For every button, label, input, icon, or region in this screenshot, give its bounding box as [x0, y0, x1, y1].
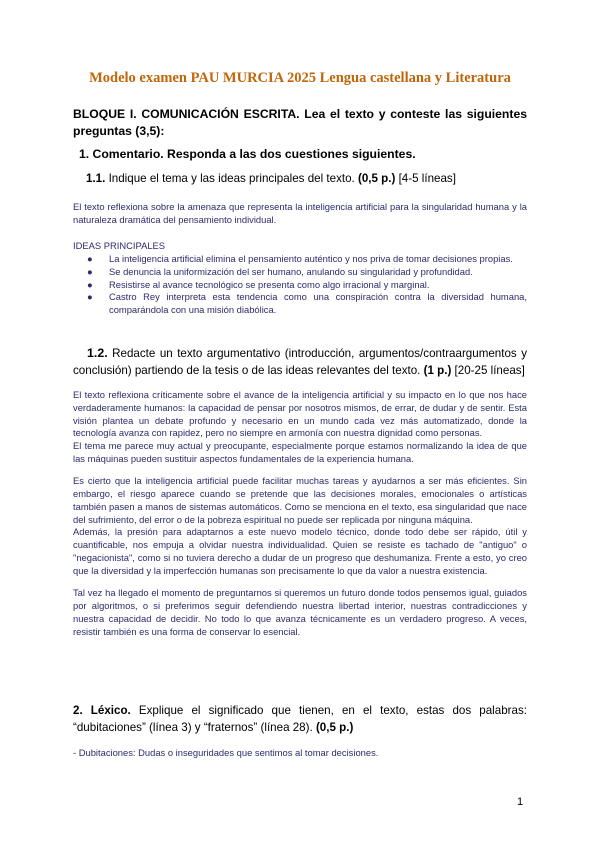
question-points: (0,5 p.)	[357, 172, 396, 185]
question-points: (0,5 p.)	[315, 721, 354, 734]
answer-1-2-argumentative	[73, 389, 527, 648]
bullet-icon: ●	[87, 265, 93, 277]
list-item-text: La inteligencia artificial elimina el pensamiento auténtico y nos priva de tomar decisiones propias.	[109, 253, 513, 264]
list-item	[73, 279, 527, 292]
list-item-text: Se denuncia la uniformización del ser humano, anulando su singularidad y profundidad.	[109, 265, 473, 277]
main-ideas-list	[73, 253, 527, 317]
list-item	[73, 253, 527, 266]
block-heading: BLOQUE I. COMUNICACIÓN ESCRITA. Lea el texto y conteste las siguientes preguntas (3,5):	[73, 107, 527, 138]
answer-2-lexicon: - Dubitaciones: Dudas o inseguridades que sentimos al tomar decisiones.	[73, 747, 379, 758]
document-title: Modelo examen PAU MURCIA 2025 Lengua castellana y Literatura	[89, 70, 511, 86]
question-1-2	[73, 345, 527, 379]
question-text: Indique el tema y las ideas principales del texto.	[105, 172, 358, 185]
list-item-text: Castro Rey interpreta esta tendencia como una conspiración contra la diversidad humana, comparándola con una misión diabólica.	[109, 291, 527, 316]
bullet-icon: ●	[87, 291, 93, 303]
question-2	[73, 702, 527, 736]
question-number: 2. Léxico.	[73, 704, 131, 717]
page-number: 1	[517, 796, 524, 808]
bullet-icon: ●	[87, 278, 93, 290]
paragraph: Tal vez ha llegado el momento de preguntarnos si queremos un futuro donde todos pensemos igual, guiados por algoritmos, o si preferimos seguir defendiendo nuestra libertad interior, nuestras contradicciones y nuestra capacidad de decidir. No todo lo que avanza técnicamente es un verdadero progreso. A veces, resistir también es una forma de conservar lo esencial.	[73, 587, 527, 637]
question-1-heading: 1. Comentario. Responda a las dos cuestiones siguientes.	[79, 147, 416, 161]
question-number: 1.2.	[87, 346, 108, 360]
list-item	[73, 291, 527, 317]
list-item	[73, 266, 527, 279]
paragraph: El texto reflexiona críticamente sobre el avance de la inteligencia artificial y su impacto en lo que nos hace verdaderamente humanos: la capacidad de pensar por nosotros mismos, de errar, de dudar y de sentir. Esta visión plantea un debate profundo y necesario en un mundo cada vez más automatizado, donde la tecnología avanza con rapidez, pero no siempre en armonía con nuestra dignidad como personas.	[73, 389, 527, 439]
question-points: (1 p.)	[423, 364, 452, 377]
question-1-1	[86, 172, 456, 185]
paragraph: Además, la presión para adaptarnos a este nuevo modelo técnico, donde todo debe ser rápido, útil y cuantificable, nos empuja a olvidar nuestra individualidad. Quien se resiste es tachado de "antiguo" o "negacionista", como si no tuviera derecho a dudar de un progreso que deshumaniza. Frente a esto, yo creo que la diversidad y la imperfección humanas son precisamente lo que da valor a nuestra existencia.	[73, 526, 527, 576]
question-text: Explique el significado que tienen, en el texto, estas dos palabras: “dubitaciones” (línea 3) y “fraternos” (línea 28).	[73, 704, 527, 734]
question-length: [20-25 líneas]	[451, 364, 525, 377]
bullet-icon: ●	[87, 253, 93, 264]
question-number: 1.1.	[86, 172, 106, 185]
question-length: [4-5 líneas]	[395, 172, 456, 185]
paragraph: Es cierto que la inteligencia artificial puede facilitar muchas tareas y ayudarnos a ser más eficientes. Sin embargo, el riesgo aparece cuando se pretende que las decisiones morales, emocionales o artísticas también pasen a manos de sistemas automáticos. Como se menciona en el texto, esa singularidad que nace del sufrimiento, del error o de la pobreza espiritual no puede ser replicada por ninguna máquina.	[73, 475, 527, 525]
question-text: Redacte un texto argumentativo (introducción, argumentos/contraargumentos y conclusión) partiendo de la tesis o de las ideas relevantes del texto.	[73, 347, 527, 377]
list-item-text: Resistirse al avance tecnológico se presenta como algo irracional y marginal.	[109, 278, 430, 290]
main-ideas-heading: IDEAS PRINCIPALES	[73, 240, 166, 251]
paragraph: El tema me parece muy actual y preocupante, especialmente porque estamos normalizando la idea de que las máquinas pueden sustituir aspectos fundamentales de la experiencia humana.	[73, 440, 527, 464]
answer-1-1-theme: El texto reflexiona sobre la amenaza que representa la inteligencia artificial para la singularidad humana y la naturaleza dramática del pensamiento individual.	[73, 201, 527, 225]
